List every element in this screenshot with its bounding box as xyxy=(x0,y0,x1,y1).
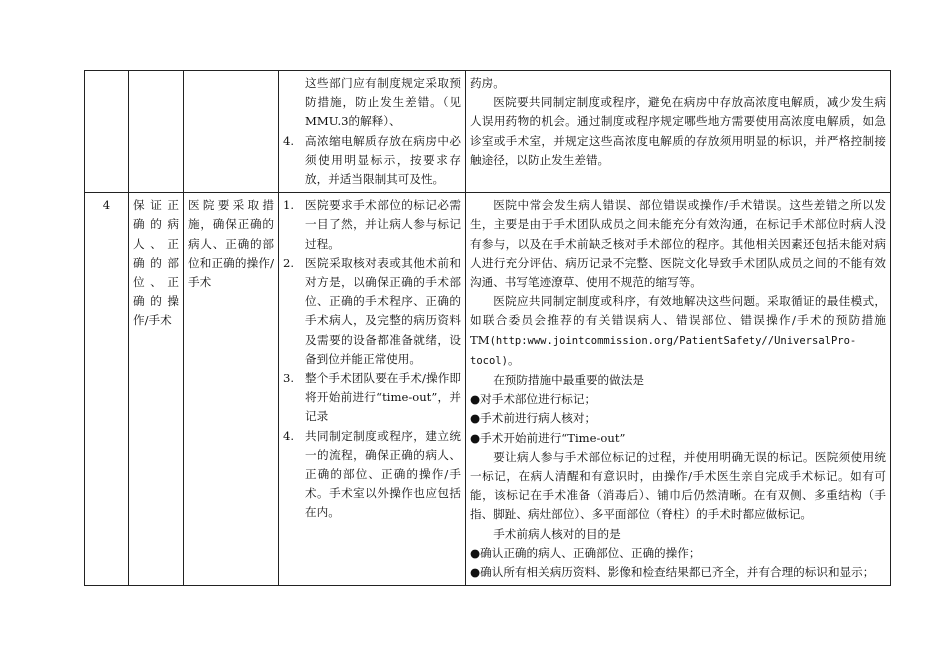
intent-paragraph: 医院应共同制定制度或科序，有效地解决这些问题。采取循证的最佳模式，如联合委员会推荐的有关错误病人、错误部位、错误操作/手术的预防措施TM(http:www.jointcommission.org/PatientSafety//UniversalPro-tocol)。 xyxy=(470,294,886,367)
list-item: 4. 高浓缩电解质存放在病房中必须使用明显标示，按要求存放，并适当限制其可及性。 xyxy=(283,133,461,187)
intent-cell xyxy=(466,71,891,193)
intent-continuation: 药房。 xyxy=(470,76,505,90)
standards-table xyxy=(84,70,891,586)
list-item: 1. 医院要求手术部位的标记必需一目了然，并让病人参与标记过程。 xyxy=(283,198,461,251)
measurable-elements-cell xyxy=(279,193,466,586)
intent-paragraph: 在预防措施中最重要的做法是 xyxy=(493,373,644,388)
bullet-item: ●对手术部位进行标记； xyxy=(470,392,597,407)
intent-paragraph: 手术前病人核对的目的是 xyxy=(493,526,621,541)
intent-paragraph: 医院要共同制定制度或程序，避免在病房中存放高浓度电解质，减少发生病人误用药物的机会。通过制度或程序规定哪些地方需要使用高浓度电解质，如急诊室或手术室，并规定这些高浓度电解质的存放须用明显的标识，并严格控制接触途径，以防止发生差错。 xyxy=(470,95,886,167)
bullet-icon: ● xyxy=(470,392,481,407)
bullet-item: ●确认所有相关病历资料、影像和检查结果都已齐全，并有合理的标识和显示； xyxy=(470,565,875,580)
standard-text: 医院要采取措施，确保正确的病人、正确的部位和正确的操作/手术 xyxy=(184,193,279,586)
bullet-icon: ● xyxy=(470,411,481,426)
protocol-url: (http:www.jointcommission.org/PatientSafety//UniversalPro-tocol) xyxy=(470,334,857,367)
bullet-item: ●确认正确的病人、正确部位、正确的操作； xyxy=(470,545,701,560)
number-cell-empty xyxy=(85,71,129,193)
list-item: 4. 共同制定制度或程序，建立统一的流程，确保正确的病人、正确的部位、正确的操作/手术。手术室以外操作也应包括在内。 xyxy=(283,428,461,520)
list-item: 3. 整个手术团队要在手术/操作即将开始前进行“time-out”，并记录 xyxy=(283,371,461,424)
bullet-icon: ● xyxy=(470,430,481,445)
goal-text: 保证正确的病人、正确的部位、正确的操作/手术 xyxy=(129,193,184,586)
table-row xyxy=(85,193,891,586)
intent-paragraph: 医院中常会发生病人错误、部位错误或操作/手术错误。这些差错之所以发生，主要是由于手术团队成员之间未能充分有效沟通，在标记手术部位时病人没有参与，以及在手术前缺乏核对手术部位的程序。其他相关因素还包括未能对病人进行充分评估、病历记录不完整、医院文化导致手术团队成员之间的不能有效沟通、书写笔迹潦草、使用不规范的缩写等。 xyxy=(470,198,886,290)
bullet-item: ●手术前进行病人核对； xyxy=(470,411,597,426)
intent-paragraph: 要让病人参与手术部位标记的过程，并使用明确无误的标记。医院须使用统一标记，在病人清醒和有意识时，由操作/手术医生亲自完成手术标记。如有可能，该标记在手术准备（消毒后）、铺巾后仍然清晰。在有双侧、多重结构（手指、脚趾、病灶部位）、多平面部位（脊柱）的手术时都应做标记。 xyxy=(470,449,886,522)
row-number: 4 xyxy=(85,193,129,586)
list-item: 2. 医院采取核对表或其他术前和对方是，以确保正确的手术部位、正确的手术程序、正确的手术病人，及完整的病历资料及需要的设备都准备就绪，设备到位并能正常使用。 xyxy=(283,255,461,366)
goal-cell-empty xyxy=(129,71,184,193)
bullet-icon: ● xyxy=(470,565,481,580)
bullet-icon: ● xyxy=(470,545,481,560)
standard-cell-empty xyxy=(184,71,279,193)
intent-cell xyxy=(466,193,891,586)
list-item: 这些部门应有制度规定采取预防措施，防止发生差错。（见MMU.3的解释）、 xyxy=(305,76,461,129)
table-row xyxy=(85,71,891,193)
bullet-item: ●手术开始前进行“Time-out” xyxy=(470,430,626,445)
measurable-elements-cell xyxy=(279,71,466,193)
